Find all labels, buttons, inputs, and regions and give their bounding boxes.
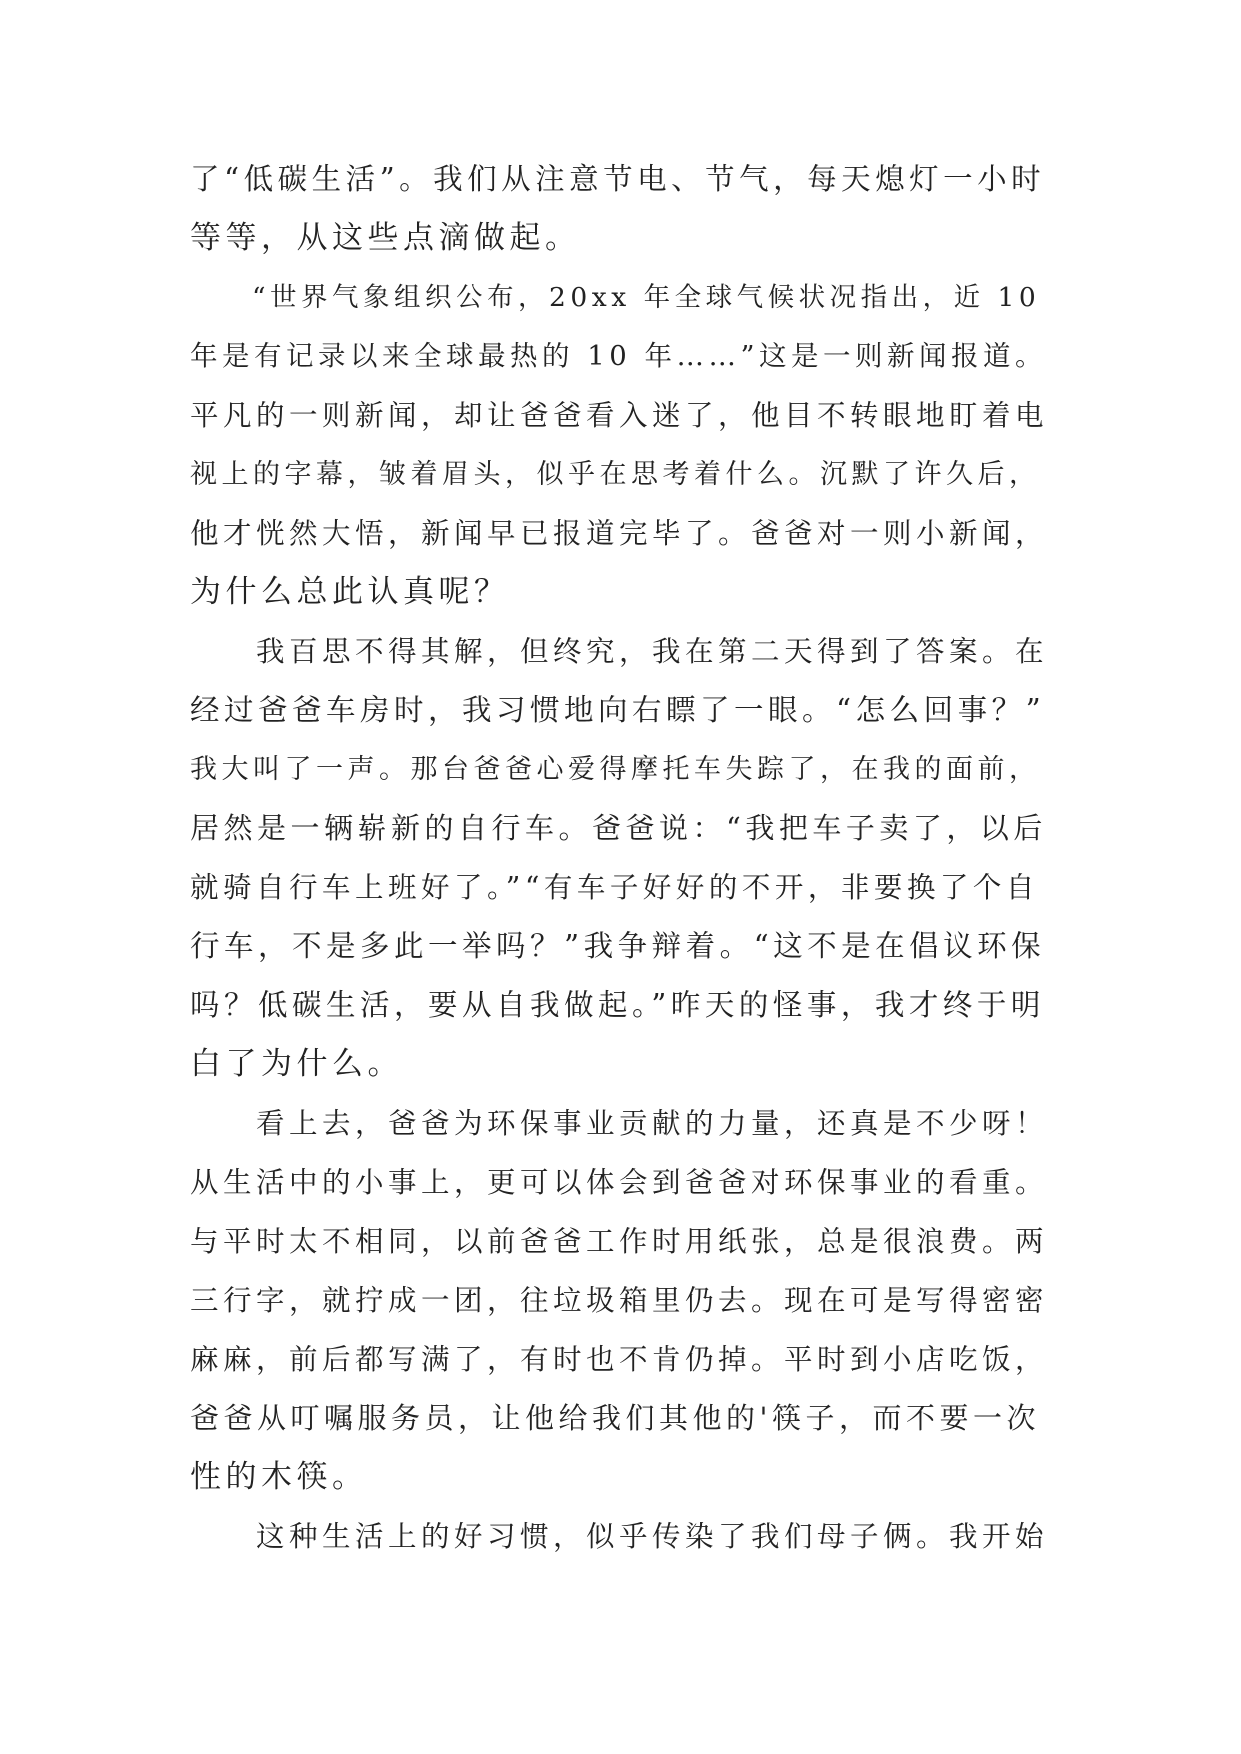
text-line: 我大叫了一声。那台爸爸心爱得摩托车失踪了，在我的面前， <box>190 754 1041 785</box>
text-line: 了“低碳生活”。我们从注意节电、节气，每天熄灯一小时 <box>190 162 1046 196</box>
text-line: 与平时太不相同，以前爸爸工作时用纸张，总是很浪费。两 <box>190 1225 1049 1258</box>
text-line: 居然是一辆崭新的自行车。爸爸说：“我把车子卖了，以后 <box>190 811 1047 845</box>
body-text <box>190 150 1050 1566</box>
text-line: 从生活中的小事上，更可以体会到爸爸对环保事业的看重。 <box>190 1166 1049 1199</box>
text-line: 性的木筷。 <box>190 1459 368 1495</box>
text-line: 爸爸从叮嘱服务员，让他给我们其他的'筷子，而不要一次 <box>190 1401 1040 1435</box>
text-line: 白了为什么。 <box>190 1046 403 1082</box>
text-line: 麻麻，前后都写满了，有时也不肯仍掉。平时到小店吃饭， <box>190 1343 1049 1376</box>
text-line: 等等，从这些点滴做起。 <box>190 220 581 256</box>
text-line: 这种生活上的好习惯，似乎传染了我们母子俩。我开始 <box>190 1520 1049 1553</box>
text-line: 吗？低碳生活，要从自我做起。”昨天的怪事，我才终于明 <box>190 988 1045 1022</box>
text-line: 年是有记录以来全球最热的 10 年……”这是一则新闻报道。 <box>190 340 1048 372</box>
text-line: 行车，不是多此一举吗？”我争辩着。“这不是在倡议环保 <box>190 929 1046 963</box>
text-line: 经过爸爸车房时，我习惯地向右瞟了一眼。“怎么回事？” <box>190 693 1046 727</box>
text-line: 看上去，爸爸为环保事业贡献的力量，还真是不少呀！ <box>190 1107 1049 1140</box>
text-line: 视上的字幕，皱着眉头，似乎在思考着什么。沉默了许久后， <box>190 459 1041 490</box>
text-line: 就骑自行车上班好了。”“有车子好好的不开，非要换了个自 <box>190 871 1039 904</box>
text-line: 我百思不得其解，但终究，我在第二天得到了答案。在 <box>190 635 1049 668</box>
text-line: 他才恍然大悟，新闻早已报道完毕了。爸爸对一则小新闻， <box>190 517 1049 550</box>
text-line: 平凡的一则新闻，却让爸爸看入迷了，他目不转眼地盯着电 <box>190 399 1049 432</box>
text-line: 三行字，就拧成一团，往垃圾箱里仍去。现在可是写得密密 <box>190 1284 1049 1317</box>
text-line: “世界气象组织公布，20xx 年全球气候状况指出，近 10 <box>190 282 1041 313</box>
text-line: 为什么总此认真呢？ <box>190 574 510 610</box>
